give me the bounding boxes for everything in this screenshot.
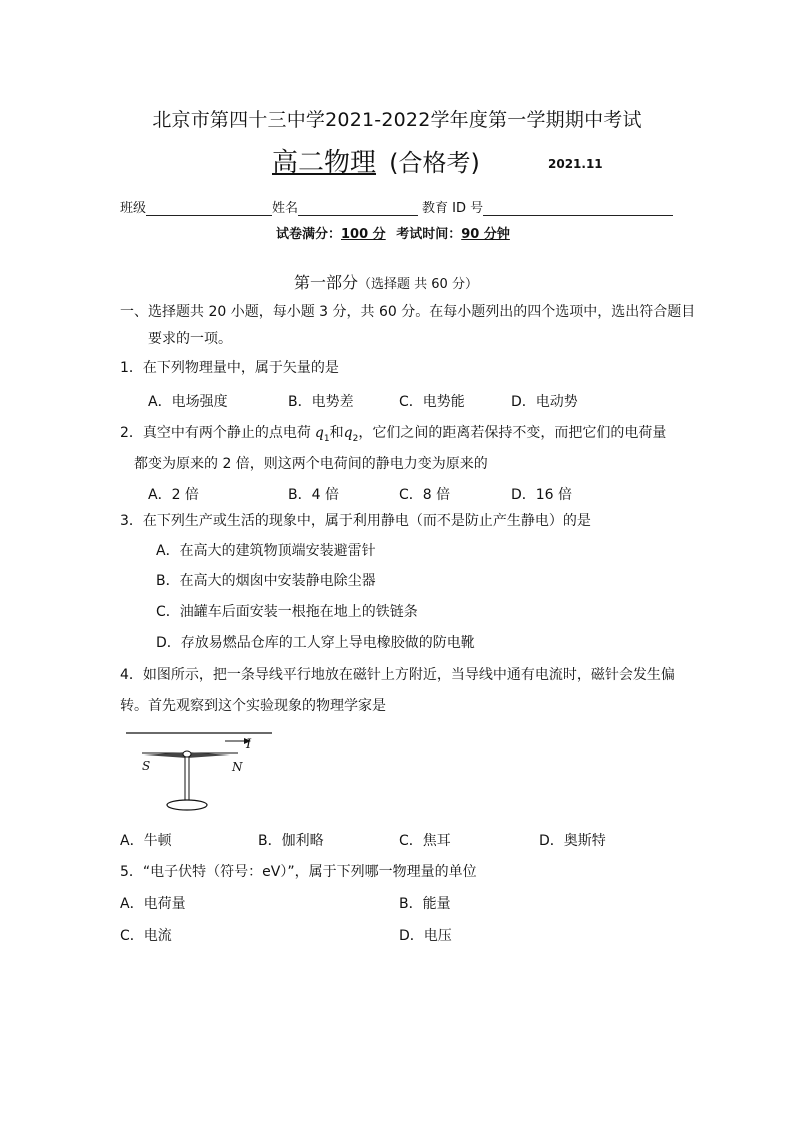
- q3-option-d[interactable]: D．存放易燃品仓库的工人穿上导电橡胶做的防电靴: [156, 635, 475, 651]
- q3-option-a[interactable]: A．在高大的建筑物顶端安装避雷针: [156, 543, 376, 559]
- part1-heading: [294, 270, 478, 293]
- q2-option-b[interactable]: B．4 倍: [288, 487, 339, 503]
- q3-stem: 3．在下列生产或生活的现象中，属于利用静电（而不是防止产生静电）的是: [120, 513, 591, 529]
- q2-q1-symbol: q: [314, 425, 324, 441]
- q4-stem-line1: 4．如图所示，把一条导线平行地放在磁针上方附近，当导线中通有电流时，磁针会发生偏: [120, 667, 675, 683]
- class-field[interactable]: [146, 201, 272, 216]
- school-exam-title: 北京市第四十三中学2021-2022学年度第一学期期中考试: [152, 109, 642, 131]
- time-value: 90 分钟: [461, 227, 510, 242]
- q2-option-c[interactable]: C．8 倍: [399, 487, 451, 503]
- q5-option-c[interactable]: C．电流: [120, 928, 172, 944]
- q2-option-d[interactable]: D．16 倍: [511, 487, 573, 503]
- exam-date: 2021.11: [548, 157, 603, 171]
- q4-option-b[interactable]: B．伽利略: [258, 833, 324, 849]
- q5-option-d[interactable]: D．电压: [399, 928, 452, 944]
- q1-option-b[interactable]: B．电势差: [288, 394, 354, 410]
- q5-option-a[interactable]: A．电荷量: [120, 896, 186, 912]
- q2-stem-a: 2．真空中有两个静止的点电荷: [120, 425, 311, 441]
- north-label: N: [232, 760, 243, 774]
- score-prefix: 试卷满分：: [276, 227, 342, 242]
- part1-title: 第一部分: [294, 273, 359, 292]
- q1-stem: 1．在下列物理量中，属于矢量的是: [120, 360, 339, 376]
- part1-note: （选择题 共 60 分）: [358, 277, 478, 292]
- q1-option-c[interactable]: C．电势能: [399, 394, 465, 410]
- q3-option-c[interactable]: C．油罐车后面安装一根拖在地上的铁链条: [156, 604, 418, 620]
- class-label: 班级: [120, 201, 147, 216]
- name-field[interactable]: [298, 201, 418, 216]
- time-prefix: 考试时间：: [396, 227, 462, 242]
- q1-option-a[interactable]: A．电场强度: [148, 394, 228, 410]
- q4-compass-figure: [120, 726, 280, 816]
- compass-base: [167, 800, 207, 810]
- exam-type: (合格考): [389, 149, 480, 177]
- q2-q2-subscript: 2: [352, 433, 359, 444]
- q5-stem: 5．“电子伏特（符号：eV）”，属于下列哪一物理量的单位: [120, 864, 477, 880]
- needle-pivot: [183, 751, 191, 757]
- q1-option-d[interactable]: D．电动势: [511, 394, 578, 410]
- q4-option-a[interactable]: A．牛顿: [120, 833, 172, 849]
- q2-stem-line1: [120, 422, 666, 444]
- part1-instructions-line2: 要求的一项。: [148, 331, 232, 347]
- id-label: 教育 ID 号: [422, 201, 484, 216]
- south-label: S: [142, 759, 151, 773]
- subject-title: 高二物理: [272, 148, 377, 178]
- q2-stem-b: ，它们之间的距离若保持不变，而把它们的电荷量: [358, 425, 667, 441]
- score-value: 100 分: [341, 227, 386, 242]
- subject-title-row: [272, 142, 480, 179]
- id-field[interactable]: [483, 201, 673, 216]
- name-label: 姓名: [272, 201, 299, 216]
- current-label: I: [246, 737, 252, 752]
- q4-stem-line2: 转。首先观察到这个实验现象的物理学家是: [120, 698, 386, 714]
- q4-option-c[interactable]: C．焦耳: [399, 833, 451, 849]
- q2-and: 和: [329, 425, 344, 441]
- q4-option-d[interactable]: D．奥斯特: [539, 833, 606, 849]
- exam-meta: [276, 223, 510, 242]
- q5-option-b[interactable]: B．能量: [399, 896, 451, 912]
- q2-stem-line2: 都变为原来的 2 倍，则这两个电荷间的静电力变为原来的: [134, 456, 488, 472]
- q3-option-b[interactable]: B．在高大的烟囱中安装静电除尘器: [156, 573, 376, 589]
- student-info-row: [120, 197, 673, 216]
- q2-q2-symbol: q: [343, 425, 353, 441]
- q2-option-a[interactable]: A．2 倍: [148, 487, 199, 503]
- compass-stem: [185, 757, 189, 803]
- part1-instructions-line1: 一、选择题共 20 小题，每小题 3 分，共 60 分。在每小题列出的四个选项中，选出符合题目: [120, 304, 696, 320]
- q2-q1-subscript: 1: [323, 433, 330, 444]
